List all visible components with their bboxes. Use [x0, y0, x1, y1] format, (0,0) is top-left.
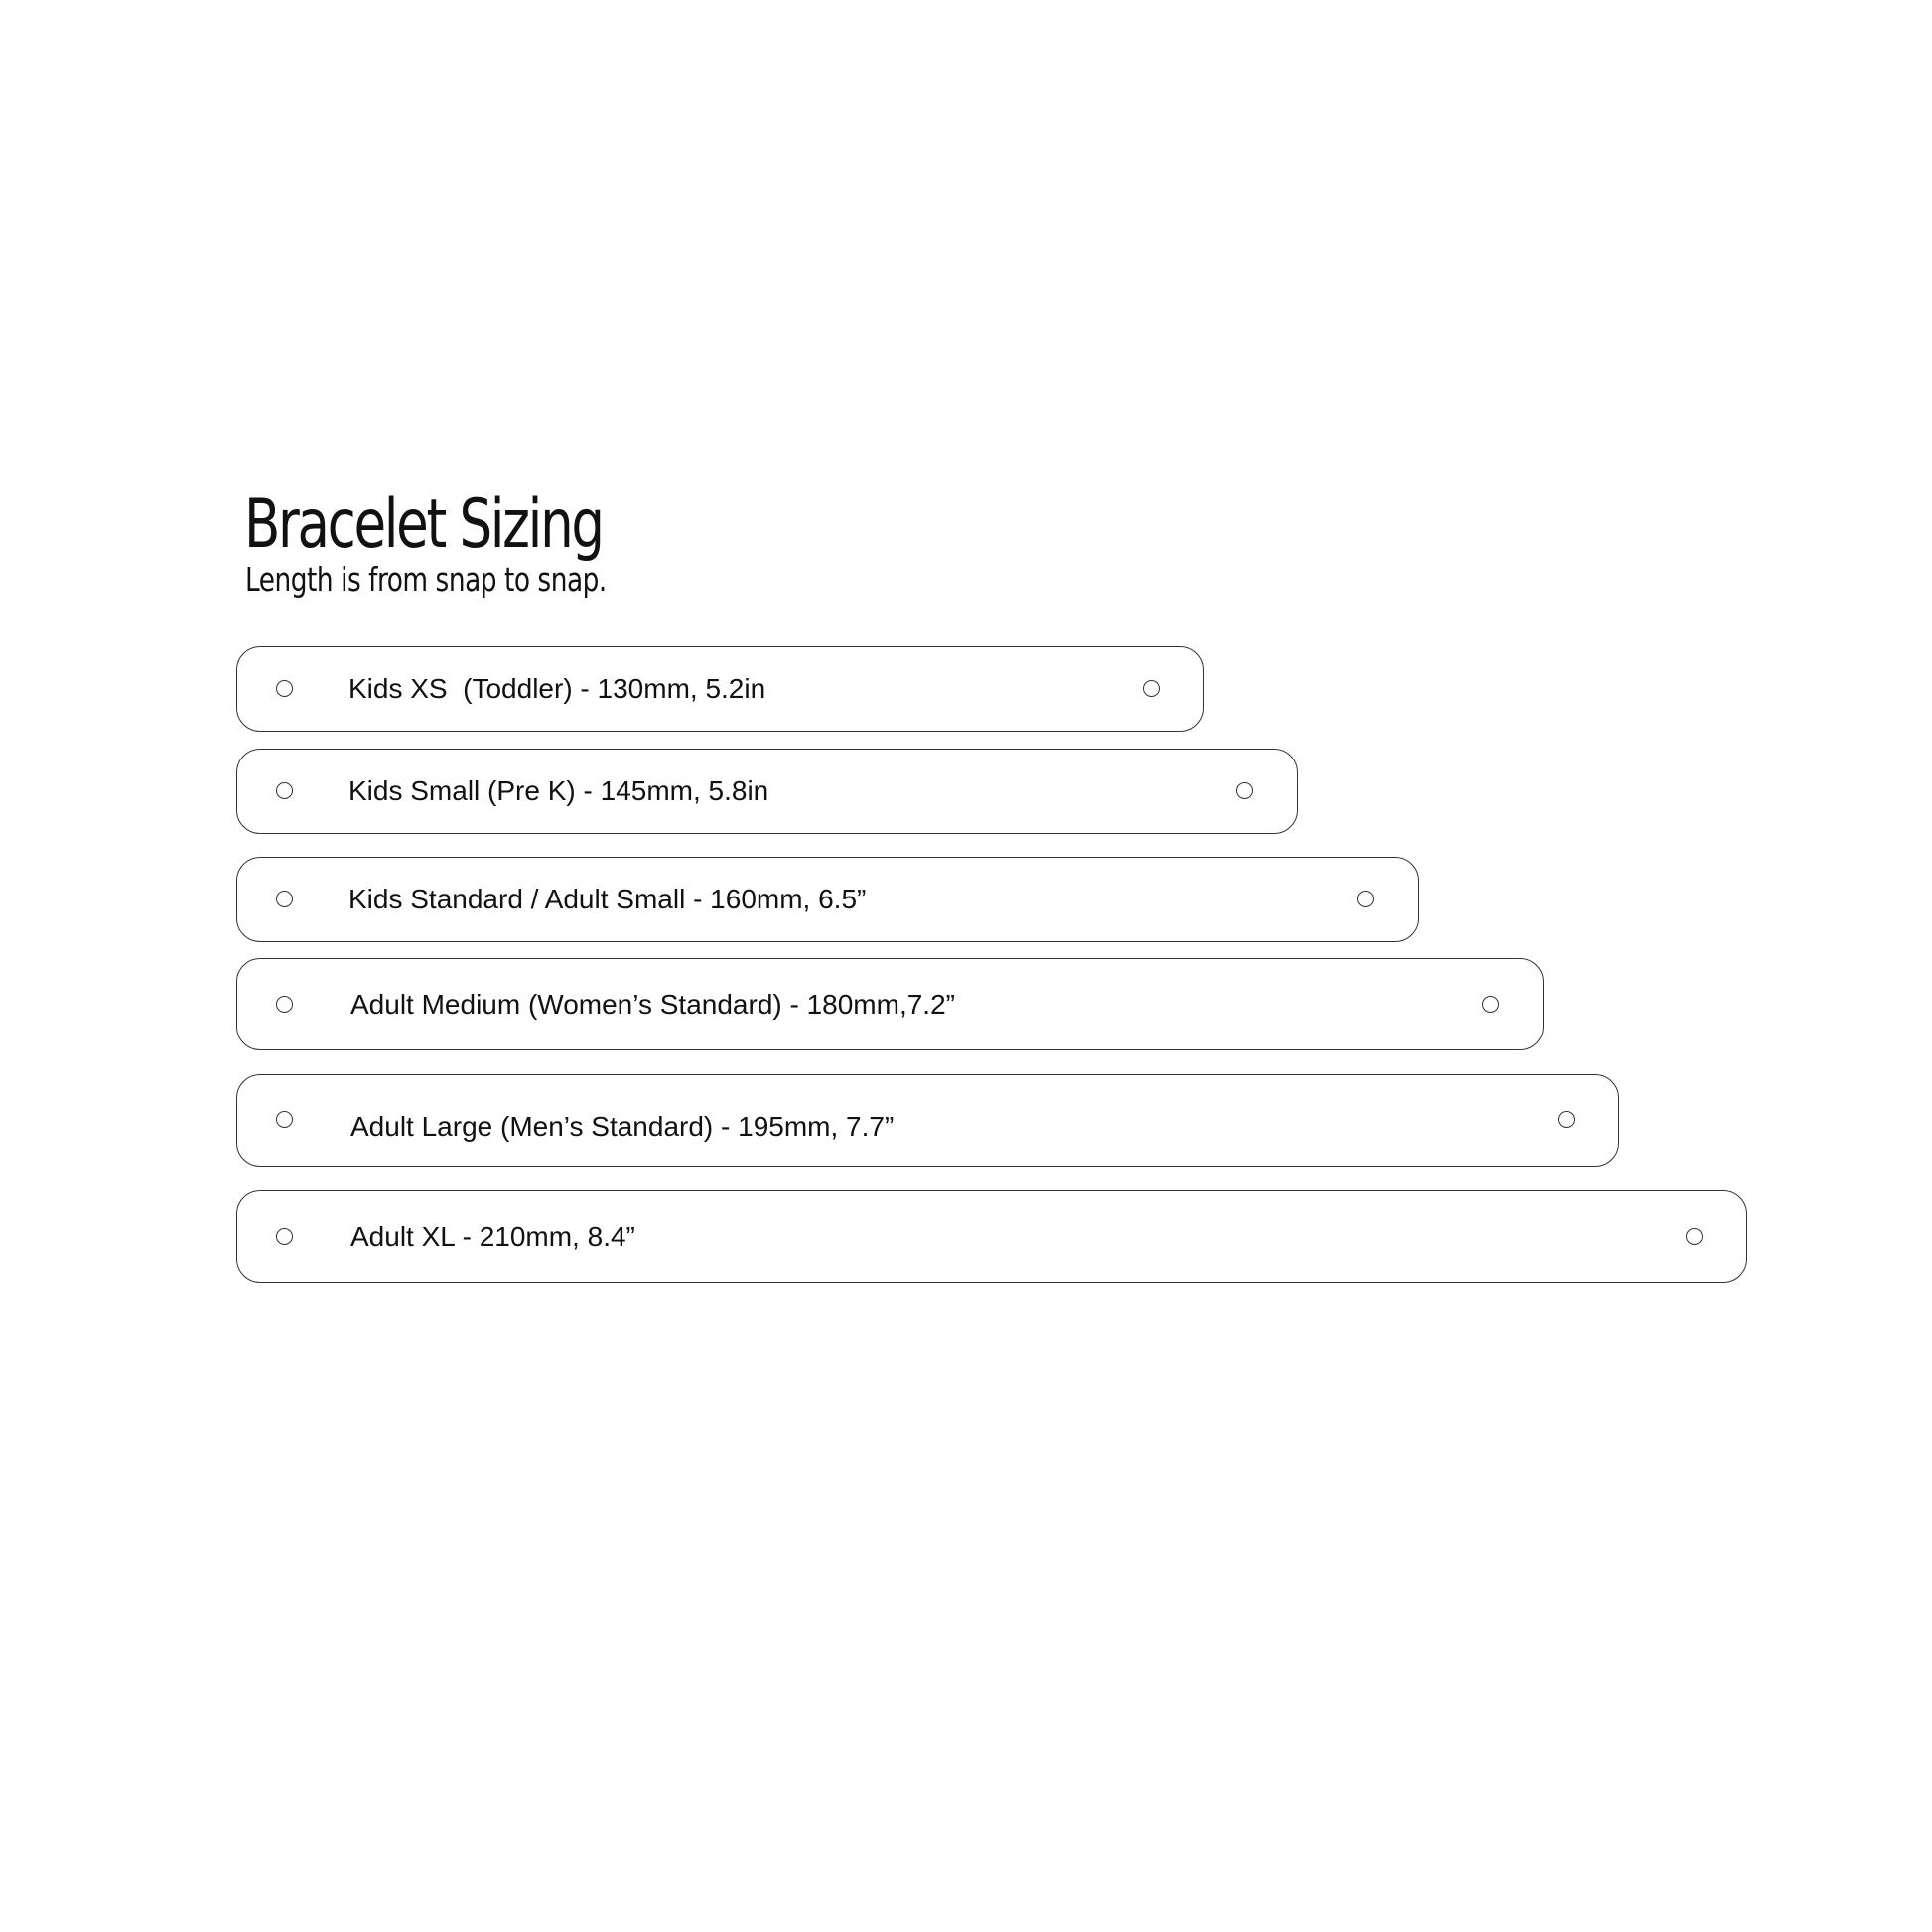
left-snap-icon	[276, 1111, 293, 1128]
bracelet-size-label: Adult XL - 210mm, 8.4”	[350, 1220, 635, 1252]
left-snap-icon	[276, 782, 293, 799]
bracelet-size-label: Kids Small (Pre K) - 145mm, 5.8in	[348, 775, 769, 806]
right-snap-icon	[1482, 996, 1499, 1013]
bracelet-size-label: Adult Large (Men’s Standard) - 195mm, 7.7”	[350, 1110, 895, 1142]
page-subtitle: Length is from snap to snap.	[245, 560, 607, 599]
page-title: Bracelet Sizing	[244, 485, 603, 564]
right-snap-icon	[1357, 891, 1374, 907]
left-snap-icon	[276, 680, 293, 697]
bracelet-size-label: Kids Standard / Adult Small - 160mm, 6.5”	[348, 884, 867, 914]
right-snap-icon	[1143, 680, 1160, 697]
left-snap-icon	[276, 891, 293, 907]
bracelet-size-kids-xs	[236, 646, 1204, 732]
left-snap-icon	[276, 1228, 293, 1245]
bracelet-size-adult-medium	[236, 958, 1544, 1050]
right-snap-icon	[1558, 1111, 1575, 1128]
bracelet-size-label: Kids XS (Toddler) - 130mm, 5.2in	[348, 673, 766, 704]
bracelet-size-kids-small	[236, 749, 1298, 834]
bracelet-size-adult-xl	[236, 1190, 1747, 1283]
bracelet-size-adult-large	[236, 1074, 1619, 1167]
right-snap-icon	[1236, 782, 1253, 799]
right-snap-icon	[1686, 1228, 1703, 1245]
left-snap-icon	[276, 996, 293, 1013]
bracelet-size-label: Adult Medium (Women’s Standard) - 180mm,7.2”	[350, 988, 955, 1020]
bracelet-size-kids-standard-adult-small	[236, 857, 1419, 942]
